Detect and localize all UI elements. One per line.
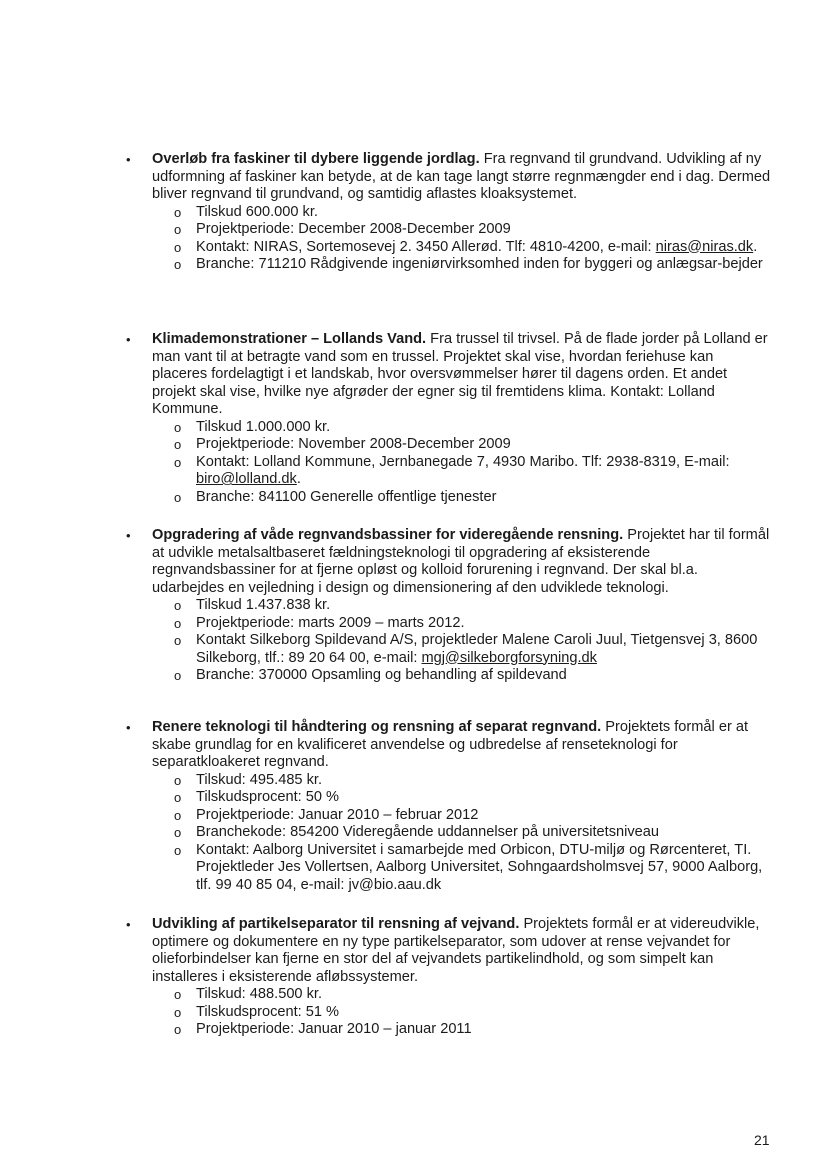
- circle-bullet-icon: o: [174, 257, 182, 272]
- detail-text: Branche: 711210 Rådgivende ingeniørvirksomhed inden for byggeri og anlægsar-bejder: [196, 256, 763, 272]
- detail-item: [174, 1004, 771, 1022]
- detail-text: Tilskud: 488.500 kr.: [196, 986, 323, 1002]
- detail-item: [174, 632, 771, 667]
- circle-bullet-icon: o: [174, 790, 182, 805]
- circle-bullet-icon: o: [174, 1004, 182, 1020]
- detail-item: [174, 615, 771, 633]
- circle-bullet-icon: o: [174, 633, 182, 648]
- detail-text-after: .: [296, 471, 301, 487]
- detail-text: Branche: 370000 Opsamling og behandling af spildevand: [196, 667, 567, 683]
- circle-bullet-icon: o: [174, 842, 182, 858]
- detail-list: [152, 204, 771, 274]
- bullet-icon: •: [126, 917, 131, 932]
- circle-bullet-icon: o: [174, 807, 182, 823]
- project-title: Klimademonstrationer – Lollands Vand.: [152, 331, 427, 347]
- detail-item: [174, 597, 771, 615]
- detail-item: [174, 807, 771, 825]
- detail-item: [174, 436, 771, 454]
- project-item: [126, 151, 771, 274]
- detail-text: Tilskudsprocent: 51 %: [196, 1003, 340, 1020]
- detail-item: [174, 489, 771, 507]
- circle-bullet-icon: o: [174, 489, 182, 505]
- detail-list: [152, 597, 771, 685]
- detail-text: Projektperiode: Januar 2010 – januar 2011: [196, 1021, 472, 1037]
- detail-text: Projektperiode: Januar 2010 – februar 2012: [196, 806, 479, 823]
- detail-item: [174, 221, 771, 239]
- detail-item: [174, 239, 771, 257]
- project-description: Projektets formål er at videreudvikle, optimere og dokumentere en ny type partikelseparator, som udover at rense vejvandet for olieforbindelser kan fjerne en stor del af vejvandets partikelindhold, og som simpelt kan installeres i eksisterende afløbssystemer.: [152, 916, 760, 985]
- detail-item: [174, 1021, 771, 1039]
- detail-text: Kontakt: Aalborg Universitet i samarbejde med Orbicon, DTU-miljø og Rørcenteret, TI. Projektleder Jes Vollertsen, Aalborg Universitet, Sohngaardsholmsvej 57, 9000 Aalborg, tlf. 99 40 85 04, e-mail: jv@bio.aau.dk: [196, 841, 763, 893]
- email-link[interactable]: niras@niras.dk: [655, 238, 754, 255]
- circle-bullet-icon: o: [174, 239, 182, 255]
- detail-item: [174, 824, 771, 842]
- project-item: [126, 719, 771, 894]
- detail-list: [152, 986, 771, 1039]
- detail-text: Kontakt: Lolland Kommune, Jernbanegade 7, 4930 Maribo. Tlf: 2938-8319, E-mail:: [196, 453, 730, 470]
- detail-item: [174, 789, 771, 807]
- circle-bullet-icon: o: [174, 1022, 182, 1037]
- detail-item: [174, 772, 771, 790]
- detail-text: Projektperiode: November 2008-December 2009: [196, 436, 511, 452]
- circle-bullet-icon: o: [174, 454, 182, 470]
- circle-bullet-icon: o: [174, 222, 182, 237]
- circle-bullet-icon: o: [174, 419, 182, 435]
- detail-item: [174, 419, 771, 437]
- project-item: [126, 331, 771, 506]
- detail-item: [174, 842, 771, 895]
- project-description: Projektets formål er at skabe grundlag for en kvalificeret anvendelse og udbredelse af renseteknologi for separatkloakeret regnvand.: [152, 719, 749, 770]
- project-item: [126, 916, 771, 1039]
- detail-text: Tilskud: 495.485 kr.: [196, 771, 323, 788]
- detail-list: [152, 419, 771, 507]
- detail-text: Projektperiode: December 2008-December 2009: [196, 221, 511, 237]
- project-title: Udvikling af partikelseparator til rensning af vejvand.: [152, 916, 520, 932]
- circle-bullet-icon: o: [174, 437, 182, 452]
- email-link[interactable]: mgj@silkeborgforsyning.dk: [421, 649, 597, 666]
- detail-item: [174, 454, 771, 489]
- bullet-icon: •: [126, 332, 131, 347]
- bullet-icon: •: [126, 720, 131, 735]
- detail-text: Tilskud 1.437.838 kr.: [196, 597, 331, 613]
- project-title: Opgradering af våde regnvandsbassiner for videregående rensning.: [152, 527, 624, 543]
- detail-text: Branchekode: 854200 Videregående uddannelser på universitetsniveau: [196, 824, 660, 840]
- detail-text: Kontakt: NIRAS, Sortemosevej 2. 3450 Allerød. Tlf: 4810-4200, e-mail:: [196, 238, 656, 255]
- detail-text: Kontakt Silkeborg Spildevand A/S, projektleder Malene Caroli Juul, Tietgensvej 3, 8600 Silkeborg, tlf.: 89 20 64 00, e-mail:: [196, 632, 758, 666]
- detail-item: [174, 986, 771, 1004]
- detail-text: Tilskud 1.000.000 kr.: [196, 418, 331, 435]
- detail-text: Branche: 841100 Generelle offentlige tjenester: [196, 488, 497, 505]
- project-title: Renere teknologi til håndtering og rensning af separat regnvand.: [152, 719, 602, 735]
- bullet-icon: •: [126, 152, 131, 167]
- detail-item: [174, 667, 771, 685]
- detail-text: Projektperiode: marts 2009 – marts 2012.: [196, 614, 465, 631]
- circle-bullet-icon: o: [174, 668, 182, 683]
- project-description: Fra trussel til trivsel. På de flade jorder på Lolland er man vant til at betragte vand som en trussel. Projektet skal vise, hvordan feriehuse kan placeres fordelagtigt i et landskab, hvor oversvømmelser hører til dagens orden. Et andet projekt skal vise, hvilke nye afgrøder der egner sig til fremtidens klima. Kontakt: Lolland Kommune.: [152, 331, 768, 417]
- email-link[interactable]: biro@lolland.dk: [196, 471, 297, 487]
- detail-item: [174, 256, 771, 274]
- circle-bullet-icon: o: [174, 598, 182, 613]
- circle-bullet-icon: o: [174, 204, 182, 220]
- circle-bullet-icon: o: [174, 615, 182, 631]
- project-description: Projektet har til formål at udvikle metalsaltbaseret fældningsteknologi til opgradering af eksisterende regnvandsbassiner for at fjerne opløst og kolloid forurening i regnvand. Der skal bl.a. udarbejdes en vejledning i design og dimensionering af den udviklede teknologi.: [152, 527, 770, 596]
- project-item: [126, 527, 771, 685]
- project-description: Fra regnvand til grundvand. Udvikling af ny udformning af faskiner kan betyde, at de kan tage langt større regnmængder end i dag. Dermed bliver regnvand til grundvand, og samtidig aflastes kloaksystemet.: [152, 151, 771, 202]
- page-number: 21: [754, 1132, 770, 1148]
- project-title: Overløb fra faskiner til dybere liggende jordlag.: [152, 151, 480, 167]
- detail-text: Tilskudsprocent: 50 %: [196, 789, 340, 805]
- circle-bullet-icon: o: [174, 987, 182, 1002]
- detail-text: Tilskud 600.000 kr.: [196, 203, 318, 220]
- detail-item: [174, 204, 771, 222]
- bullet-icon: •: [126, 528, 131, 543]
- circle-bullet-icon: o: [174, 772, 182, 788]
- detail-text-after: .: [753, 238, 758, 255]
- detail-list: [152, 772, 771, 895]
- circle-bullet-icon: o: [174, 825, 182, 840]
